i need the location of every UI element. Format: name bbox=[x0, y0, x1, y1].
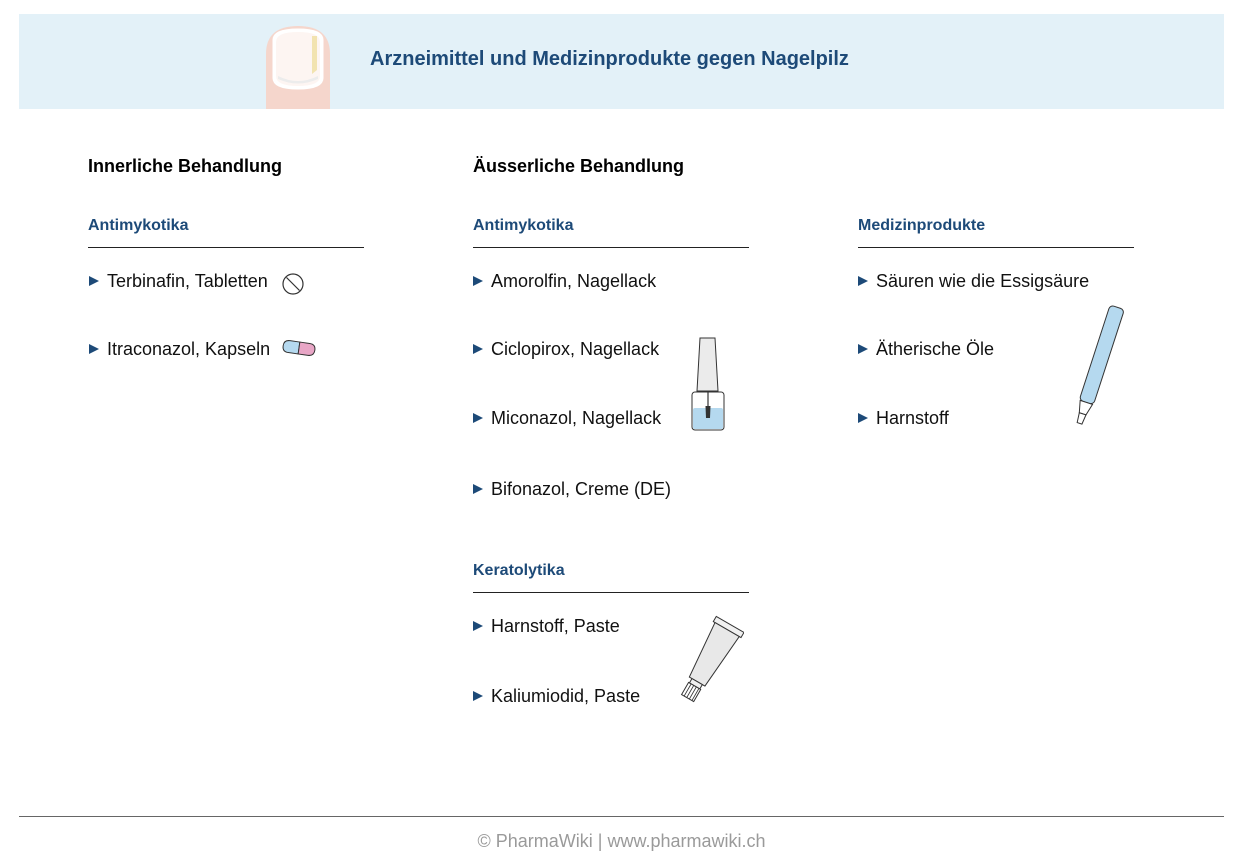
list-item: Harnstoff, Paste bbox=[473, 615, 620, 637]
footer-copyright: © PharmaWiki | www.pharmawiki.ch bbox=[477, 831, 766, 851]
bullet-triangle-icon bbox=[473, 344, 483, 354]
list-item: Amorolfin, Nagellack bbox=[473, 270, 656, 292]
section-divider bbox=[473, 592, 749, 593]
list-item: Miconazol, Nagellack bbox=[473, 407, 661, 429]
bullet-triangle-icon bbox=[858, 276, 868, 286]
section-title-keratolytika: Keratolytika bbox=[473, 562, 565, 579]
section-divider bbox=[88, 247, 364, 248]
list-item: Bifonazol, Creme (DE) bbox=[473, 478, 671, 500]
list-item: Ciclopirox, Nagellack bbox=[473, 338, 659, 360]
bullet-triangle-icon bbox=[89, 344, 99, 354]
page-title: Arzneimittel und Medizinprodukte gegen Nagelpilz bbox=[370, 48, 849, 70]
internal-heading: Innerliche Behandlung bbox=[88, 156, 283, 176]
bullet-triangle-icon bbox=[858, 413, 868, 423]
bullet-triangle-icon bbox=[473, 413, 483, 423]
applicator-pen-icon bbox=[1064, 302, 1130, 434]
bullet-triangle-icon bbox=[473, 621, 483, 631]
footer-divider bbox=[19, 816, 1224, 817]
bullet-triangle-icon bbox=[473, 484, 483, 494]
section-divider bbox=[473, 247, 749, 248]
ointment-tube-icon bbox=[674, 613, 744, 713]
section-title-medizinprodukte: Medizinprodukte bbox=[858, 217, 986, 234]
header-banner bbox=[19, 14, 1224, 109]
list-item: Harnstoff bbox=[858, 407, 949, 429]
section-title-internal-antimykotika: Antimykotika bbox=[88, 217, 189, 234]
nail-polish-bottle-icon bbox=[689, 336, 727, 434]
section-title-external-antimykotika: Antimykotika bbox=[473, 217, 574, 234]
list-item: Ätherische Öle bbox=[858, 338, 994, 360]
bullet-triangle-icon bbox=[89, 276, 99, 286]
finger-nail-icon bbox=[264, 26, 332, 109]
list-item: Itraconazol, Kapseln bbox=[89, 338, 270, 360]
list-item: Terbinafin, Tabletten bbox=[89, 270, 268, 292]
section-divider bbox=[858, 247, 1134, 248]
bullet-triangle-icon bbox=[473, 691, 483, 701]
list-item: Kaliumiodid, Paste bbox=[473, 685, 640, 707]
external-heading: Äusserliche Behandlung bbox=[473, 156, 685, 176]
capsule-icon bbox=[281, 338, 317, 358]
bullet-triangle-icon bbox=[473, 276, 483, 286]
tablet-icon bbox=[281, 272, 305, 296]
list-item: Säuren wie die Essigsäure bbox=[858, 270, 1089, 292]
bullet-triangle-icon bbox=[858, 344, 868, 354]
